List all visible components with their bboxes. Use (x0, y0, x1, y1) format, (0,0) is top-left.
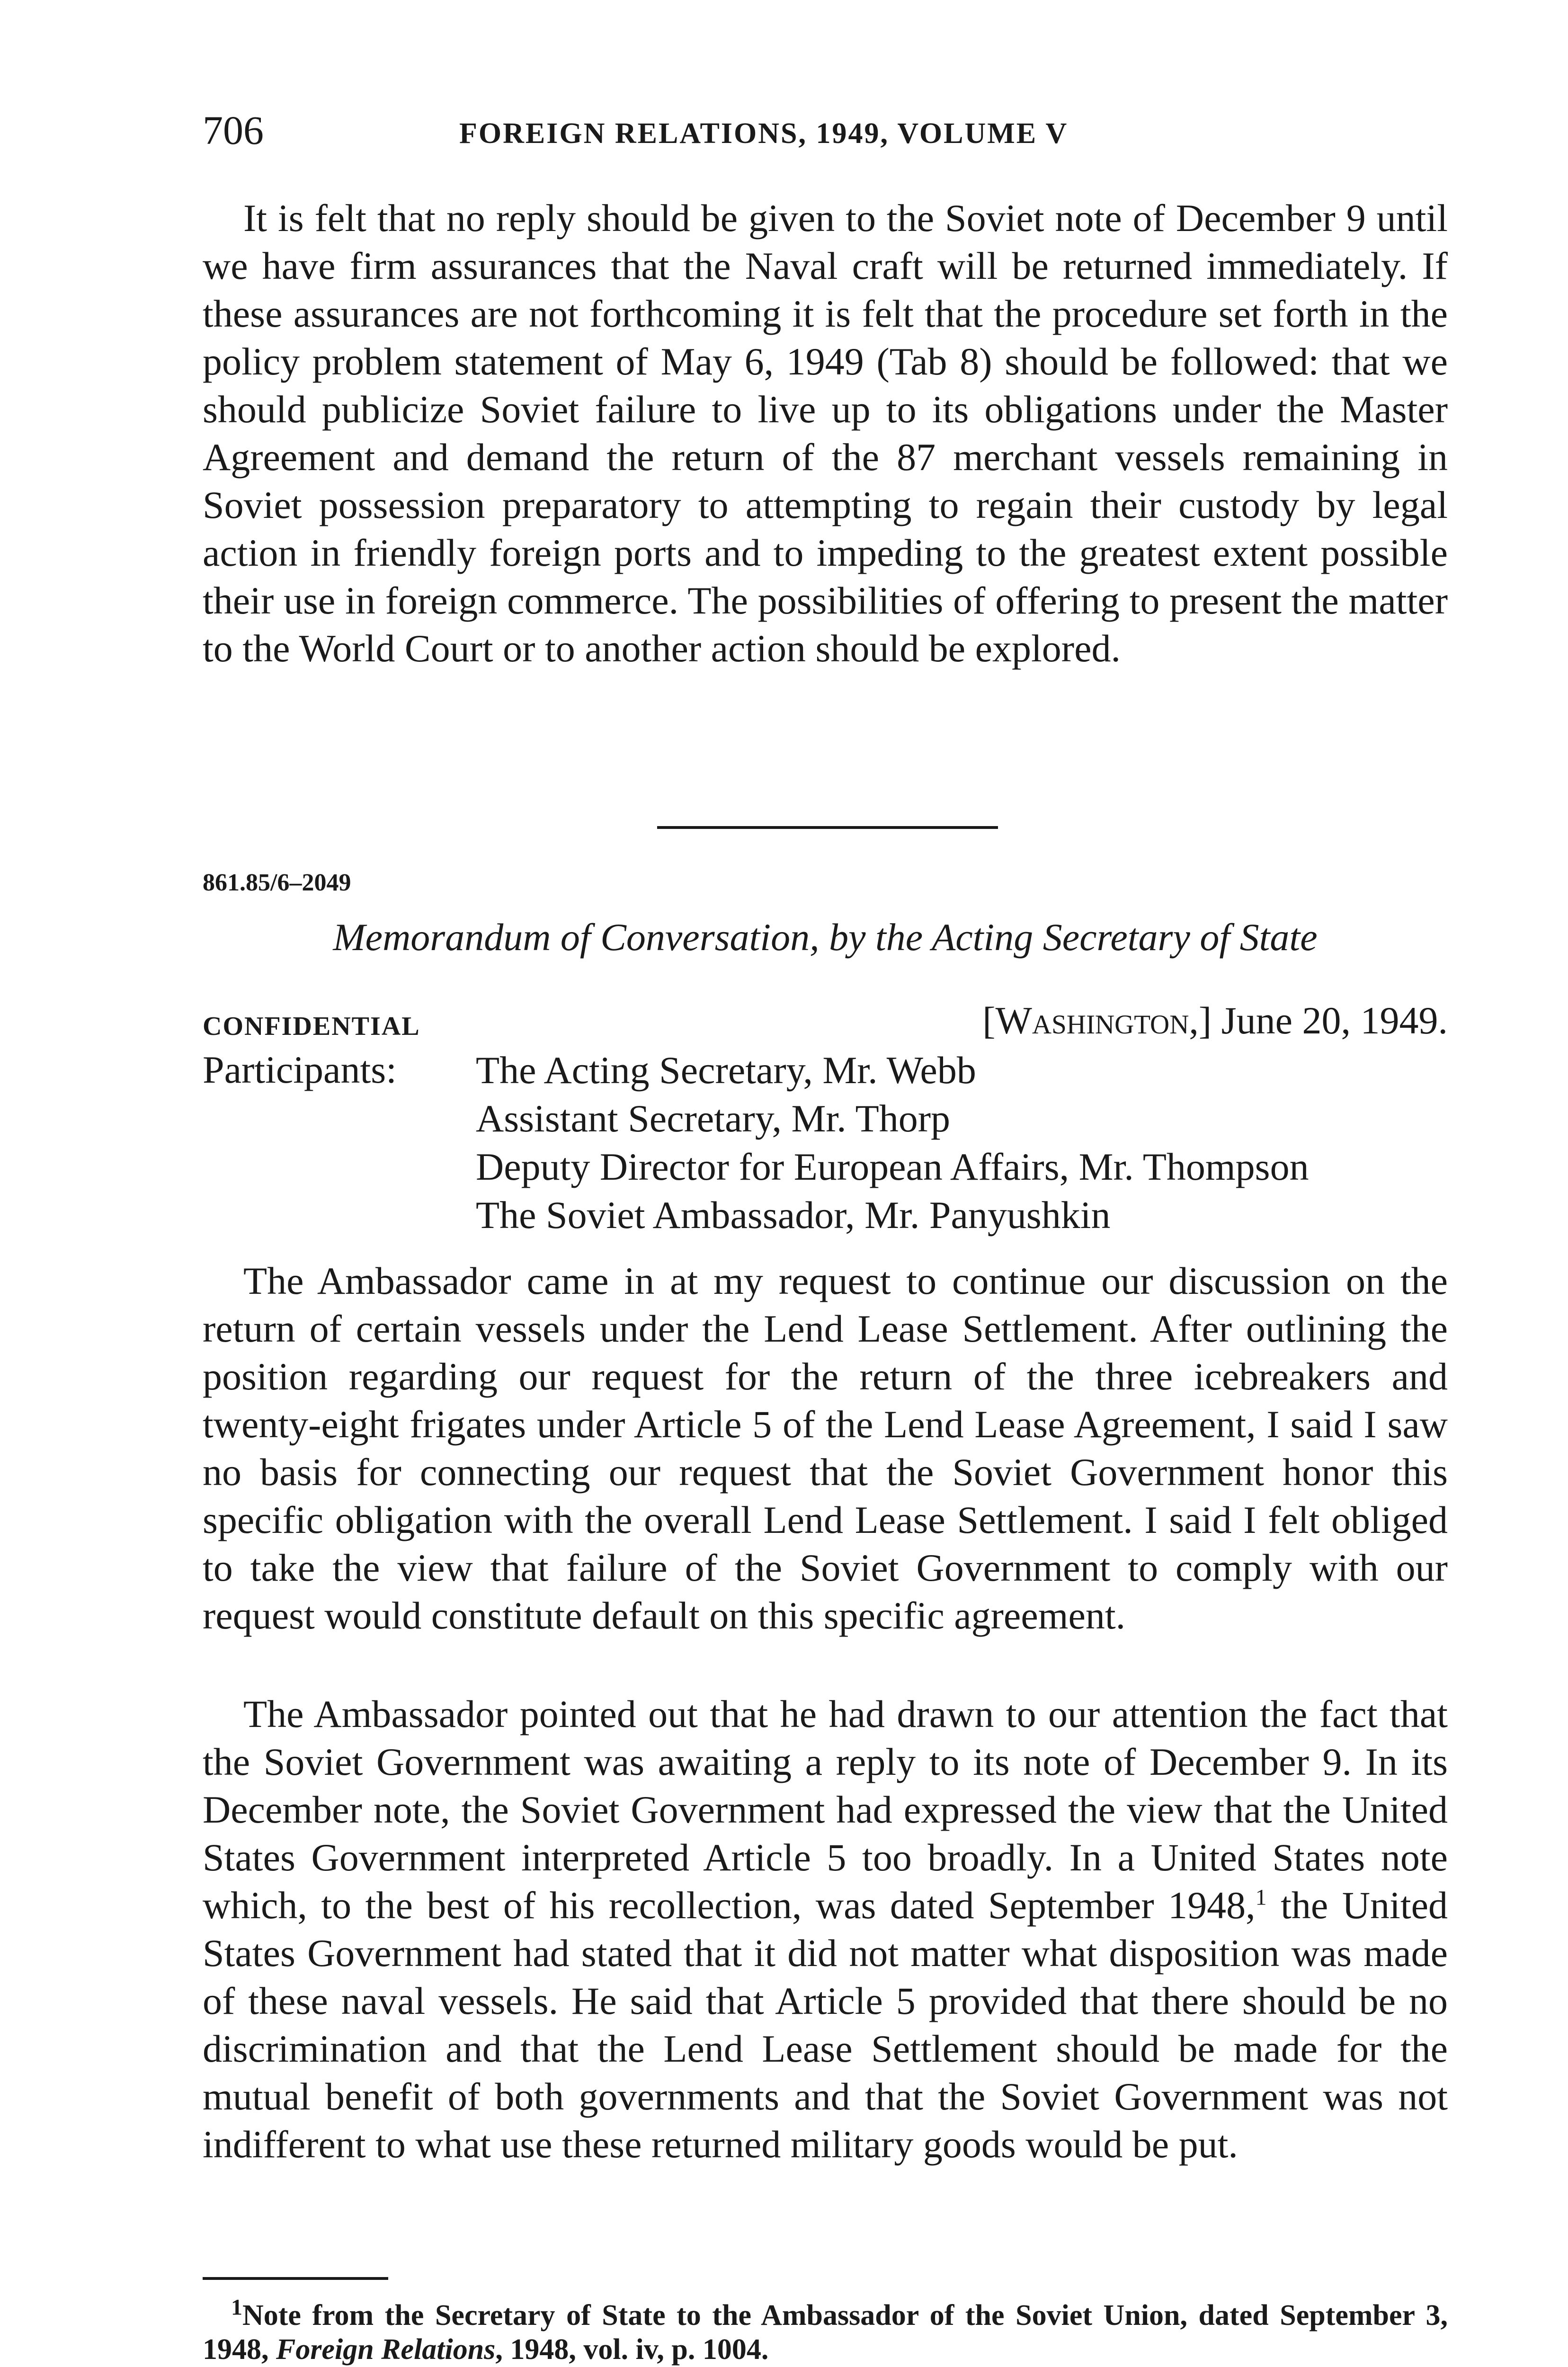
classification-label: CONFIDENTIAL (203, 1012, 420, 1041)
participants-list (476, 1046, 1309, 1239)
document-title: Memorandum of Conversation, by the Acting Secretary of State (333, 916, 1318, 959)
footnote-divider (203, 2277, 388, 2280)
page-number: 706 (203, 107, 264, 153)
paragraph-text: the United States Government had stated that it did not matter what disposition was made of these naval vessels. He said that Article 5 provided that there should be no discrimination and that the Lend Lease Settlement should be made for the mutual benefit of both governments and that the Soviet Government was not indifferent to what use these returned military goods would be put. (203, 1884, 1448, 2166)
paragraph-ambassador-reply (203, 1690, 1448, 2168)
footnote (203, 2295, 1448, 2367)
footnote-italic-title: Foreign Relations (276, 2333, 496, 2366)
footnote-marker: 1 (231, 2295, 242, 2320)
footnote-text: Note from the Secretary of State to the Ambassador of the Soviet Union, dated September 3, 1948, (203, 2299, 1448, 2366)
paragraph-tab8-recommendation: It is felt that no reply should be given to the Soviet note of December 9 until we have firm assurances that the Naval craft will be returned immediately. If these assurances are not forthcoming it is felt that the procedure set forth in the policy problem statement of May 6, 1949 (Tab 8) should be followed: that we should publicize Soviet failure to live up to its obligations under the Master Agreement and demand the return of the 87 merchant vessels remaining in Soviet possession preparatory to attempting to regain their custody by legal action in friendly foreign ports and to impeding to the greatest extent possible their use in foreign commerce. The possibilities of offering to present the matter to the World Court or to another action should be explored. (203, 196, 1448, 670)
date: June 20, 1949. (1221, 999, 1448, 1042)
participant: Assistant Secretary, Mr. Thorp (476, 1097, 951, 1140)
participants-label: Participants: (203, 1048, 397, 1091)
place: [Washington,] (982, 999, 1212, 1042)
place-date-line (982, 997, 1448, 1044)
paragraph-ambassador-request: The Ambassador came in at my request to continue our discussion on the return of certain vessels under the Lend Lease Settlement. After outlining the position regarding our request for the return of the three icebreakers and twenty-eight frigates under Article 5 of the Lend Lease Agreement, I said I saw no basis for connecting our request that the Soviet Government honor this specific obligation with the overall Lend Lease Settlement. I said I felt obliged to take the view that failure of the Soviet Government to comply with our request would constitute default on this specific agreement. (203, 1259, 1448, 1637)
participant: Deputy Director for European Affairs, Mr. Thompson (476, 1145, 1309, 1188)
participant: The Soviet Ambassador, Mr. Panyushkin (476, 1193, 1111, 1237)
footnote-reference: 1 (1255, 1885, 1267, 1910)
page-header (203, 107, 1448, 159)
participant: The Acting Secretary, Mr. Webb (476, 1049, 976, 1092)
paragraph-text: The Ambassador pointed out that he had drawn to our attention the fact that the Soviet Government was awaiting a reply to its note of December 9. In its December note, the Soviet Government had expressed the view that the United States Government interpreted Article 5 too broadly. In a United States note which, to the best of his recollection, was dated September 1948, (203, 1692, 1448, 1927)
footnote-text: , 1948, vol. iv, p. 1004. (495, 2333, 769, 2366)
file-number: 861.85/6–2049 (203, 869, 351, 896)
running-head: FOREIGN RELATIONS, 1949, VOLUME V (459, 117, 1069, 150)
section-divider (657, 826, 998, 829)
